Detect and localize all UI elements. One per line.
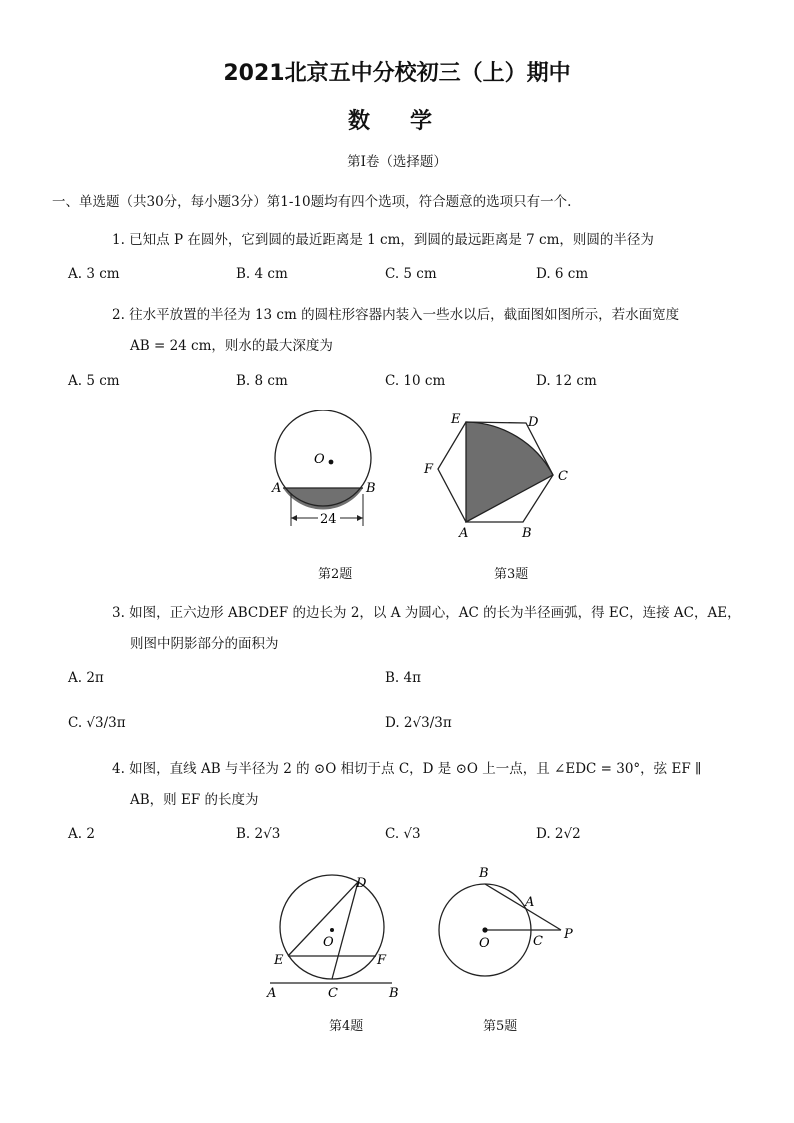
circle: [280, 875, 384, 979]
label-f: F: [377, 953, 387, 968]
page-title: 2021北京五中分校初三（上）期中: [223, 61, 571, 86]
figure-5-caption: 第5题: [483, 1019, 518, 1034]
q4-option-c: C. √3: [385, 826, 421, 842]
question-3-line2: 则图中阴影部分的面积为: [130, 636, 279, 652]
question-1-text: 1. 已知点 P 在圆外，它到圆的最近距离是 1 cm，到圆的最远距离是 7 cm，则圆的半径为: [112, 232, 654, 248]
figure-2: [270, 410, 390, 540]
label-b: B: [389, 986, 399, 1001]
center-dot: [329, 460, 334, 465]
q2-option-d: D. 12 cm: [536, 373, 597, 389]
label-d: D: [356, 876, 367, 891]
label-p: P: [564, 927, 573, 942]
label-o: O: [323, 935, 334, 950]
question-2-line1: 2. 往水平放置的半径为 13 cm 的圆柱形容器内装入一些水以后，截面图如图所示，若水面宽度: [112, 307, 680, 323]
figure-2-caption: 第2题: [318, 567, 353, 582]
part1-instructions: 一、单选题（共30分，每小题3分）第1-10题均有四个选项，符合题意的选项只有一个.: [52, 194, 572, 210]
q4-option-d: D. 2√2: [536, 826, 581, 842]
label-b: B: [522, 526, 532, 541]
figure-4-caption: 第4题: [329, 1019, 364, 1034]
label-o: O: [314, 452, 325, 467]
q2-option-c: C. 10 cm: [385, 373, 446, 389]
question-2-line2: AB = 24 cm，则水的最大深度为: [130, 338, 333, 354]
subject-title: 数学: [348, 109, 473, 134]
shaded-sector: [466, 422, 553, 522]
label-b: B: [366, 481, 376, 496]
label-e: E: [451, 412, 461, 427]
figure-4: [262, 870, 412, 1005]
q3-option-a: A. 2π: [68, 670, 104, 686]
label-c: C: [533, 934, 543, 949]
label-f: F: [424, 462, 434, 477]
q3-option-b: B. 4π: [385, 670, 421, 686]
q2-option-b: B. 8 cm: [236, 373, 288, 389]
label-e: E: [274, 953, 284, 968]
figure-3: [418, 405, 578, 545]
q1-option-a: A. 3 cm: [68, 266, 120, 282]
q3-option-c: C. √3/3π: [68, 715, 126, 731]
label-d: D: [528, 415, 539, 430]
q1-option-b: B. 4 cm: [236, 266, 288, 282]
figure-5: [428, 862, 588, 987]
center-dot: [330, 928, 334, 932]
q3-option-d: D. 2√3/3π: [385, 715, 452, 731]
label-a: A: [272, 481, 282, 496]
center-dot: [482, 927, 487, 932]
figure-3-caption: 第3题: [494, 567, 529, 582]
label-b: B: [479, 866, 489, 881]
question-3-line1: 3. 如图，正六边形 ABCDEF 的边长为 2，以 A 为圆心，AC 的长为半径画弧，得 EC，连接 AC，AE，: [112, 605, 741, 621]
label-c: C: [558, 469, 568, 484]
question-4-line2: AB，则 EF 的长度为: [130, 792, 259, 808]
label-width: 24: [320, 512, 337, 527]
label-o: O: [479, 936, 490, 951]
question-4-line1: 4. 如图，直线 AB 与半径为 2 的 ⊙O 相切于点 C，D 是 ⊙O 上一点，且 ∠EDC = 30°，弦 EF ∥: [112, 761, 702, 777]
label-a: A: [267, 986, 277, 1001]
label-a: A: [525, 895, 535, 910]
label-a: A: [459, 526, 469, 541]
q1-option-d: D. 6 cm: [536, 266, 589, 282]
q2-option-a: A. 5 cm: [68, 373, 120, 389]
label-c: C: [328, 986, 338, 1001]
q4-option-b: B. 2√3: [236, 826, 281, 842]
q1-option-c: C. 5 cm: [385, 266, 437, 282]
q4-option-a: A. 2: [68, 826, 95, 842]
section-title: 第I卷（选择题）: [347, 154, 447, 170]
